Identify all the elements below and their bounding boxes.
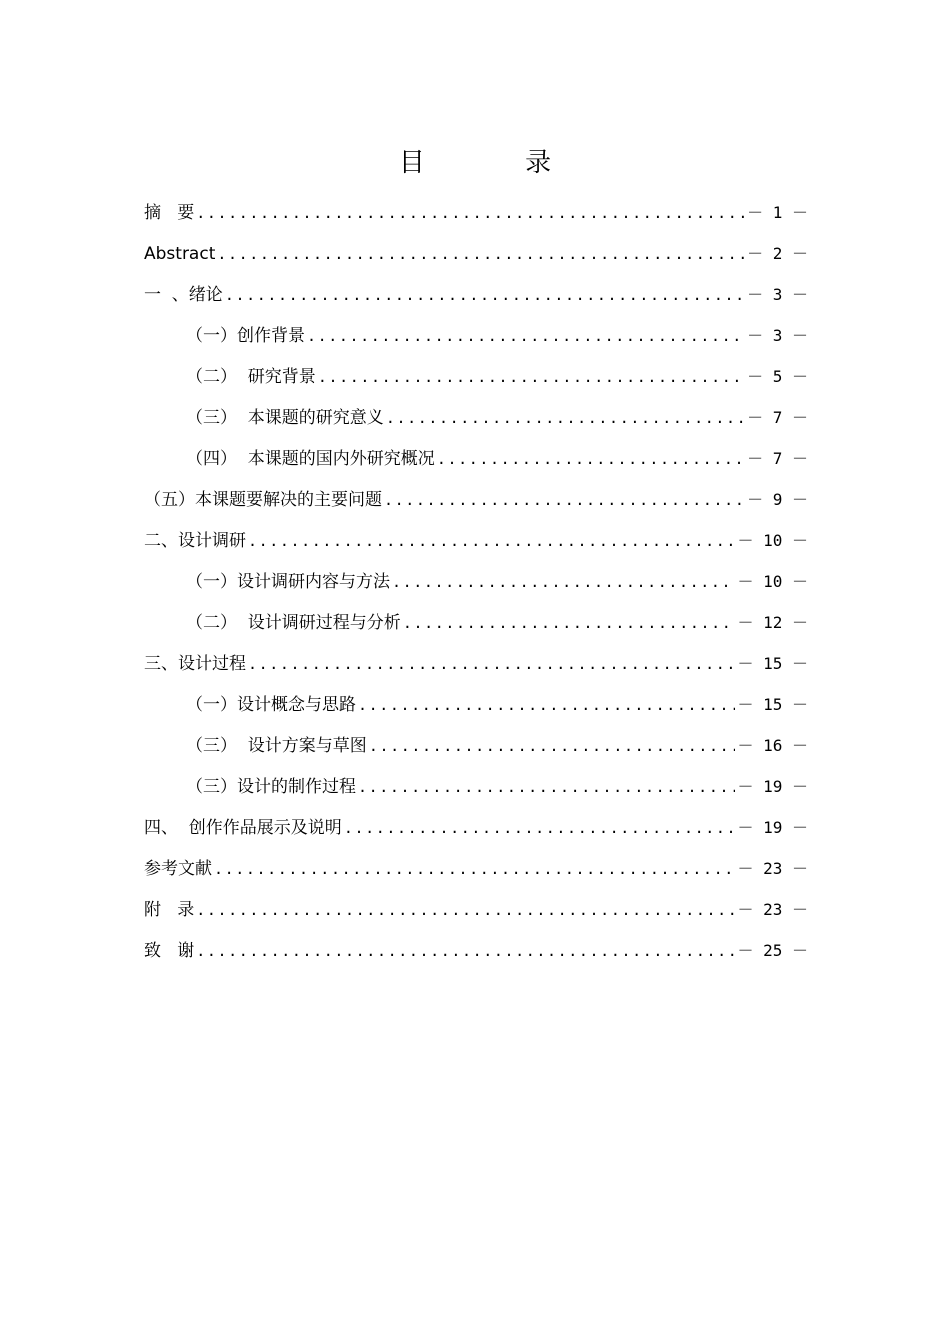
toc-dot-leader xyxy=(225,276,745,314)
toc-entry-label: （四） 本课题的国内外研究概况 xyxy=(186,449,435,469)
toc-dot-leader xyxy=(403,604,736,642)
toc-entry[interactable] xyxy=(144,440,808,481)
toc-dot-leader xyxy=(196,891,735,929)
toc-entry-label: （三）设计的制作过程 xyxy=(186,777,356,797)
toc-entry-label: （三） 设计方案与草图 xyxy=(186,736,367,756)
toc-page-number: － 5 － xyxy=(747,367,808,386)
toc-dot-leader xyxy=(248,522,735,560)
toc-dot-leader xyxy=(386,399,745,437)
toc-entry[interactable] xyxy=(144,850,808,891)
toc-entry-label: 三、设计过程 xyxy=(144,654,246,674)
toc-entry[interactable] xyxy=(144,809,808,850)
toc-entry-label: （二） 研究背景 xyxy=(186,367,316,387)
toc-entry-label: 二、设计调研 xyxy=(144,531,246,551)
toc-page-number: － 10 － xyxy=(737,531,808,550)
toc-dot-leader xyxy=(344,809,736,847)
toc-entry-label: （二） 设计调研过程与分析 xyxy=(186,613,401,633)
toc-title: 目 录 xyxy=(398,148,598,178)
toc-page-number: － 15 － xyxy=(737,695,808,714)
toc-page-number: － 10 － xyxy=(737,572,808,591)
toc-dot-leader xyxy=(358,768,735,806)
toc-entry[interactable] xyxy=(144,194,808,235)
toc-page-number: － 23 － xyxy=(737,859,808,878)
toc-entry[interactable] xyxy=(144,932,808,973)
toc-page-number: － 2 － xyxy=(747,244,808,263)
toc-entry[interactable] xyxy=(144,645,808,686)
toc-entry[interactable] xyxy=(144,276,808,317)
toc-page-number: － 3 － xyxy=(747,285,808,304)
toc-page-number: － 1 － xyxy=(747,203,808,222)
toc-dot-leader xyxy=(318,358,745,396)
toc-dot-leader xyxy=(196,932,735,970)
toc-dot-leader xyxy=(358,686,735,724)
toc-entry-label: 参考文献 xyxy=(144,859,212,879)
toc-page-number: － 15 － xyxy=(737,654,808,673)
toc-page-number: － 12 － xyxy=(737,613,808,632)
toc-entry-label: （一）设计调研内容与方法 xyxy=(186,572,390,592)
toc-entry[interactable] xyxy=(144,522,808,563)
toc-page-number: － 16 － xyxy=(737,736,808,755)
toc-entry-label: 附 录 xyxy=(144,900,195,920)
toc-dot-leader xyxy=(369,727,736,765)
toc-entry[interactable] xyxy=(144,317,808,358)
toc-entry[interactable] xyxy=(144,481,808,522)
toc-page-number: － 9 － xyxy=(747,490,808,509)
toc-entry[interactable] xyxy=(144,727,808,768)
toc-entry-label: 一 、绪论 xyxy=(144,285,223,305)
toc-entry-label: （一）设计概念与思路 xyxy=(186,695,356,715)
toc-entry-label: Abstract xyxy=(144,244,216,264)
toc-dot-leader xyxy=(248,645,735,683)
toc-entry[interactable] xyxy=(144,235,808,276)
toc-dot-leader xyxy=(214,850,735,888)
toc-entry[interactable] xyxy=(144,399,808,440)
toc-page-number: － 3 － xyxy=(747,326,808,345)
toc-page-number: － 23 － xyxy=(737,900,808,919)
toc-dot-leader xyxy=(437,440,745,478)
toc-page-number: － 25 － xyxy=(737,941,808,960)
toc-entry[interactable] xyxy=(144,768,808,809)
toc-page-number: － 7 － xyxy=(747,449,808,468)
toc-page-number: － 7 － xyxy=(747,408,808,427)
toc-entry[interactable] xyxy=(144,891,808,932)
toc-entry[interactable] xyxy=(144,686,808,727)
toc-page-number: － 19 － xyxy=(737,777,808,796)
toc-entry[interactable] xyxy=(144,563,808,604)
toc-list xyxy=(144,194,808,973)
toc-entry[interactable] xyxy=(144,604,808,645)
toc-dot-leader xyxy=(307,317,745,355)
toc-entry-label: 致 谢 xyxy=(144,941,195,961)
toc-entry-label: 四、 创作作品展示及说明 xyxy=(144,818,342,838)
toc-page-number: － 19 － xyxy=(737,818,808,837)
toc-dot-leader xyxy=(196,194,745,232)
toc-entry[interactable] xyxy=(144,358,808,399)
toc-entry-label: （一）创作背景 xyxy=(186,326,305,346)
toc-entry-label: 摘 要 xyxy=(144,203,195,223)
toc-dot-leader xyxy=(384,481,745,519)
toc-entry-label: （三） 本课题的研究意义 xyxy=(186,408,384,428)
toc-dot-leader xyxy=(392,563,735,601)
toc-dot-leader xyxy=(217,235,745,273)
toc-entry-label: （五）本课题要解决的主要问题 xyxy=(144,490,382,510)
